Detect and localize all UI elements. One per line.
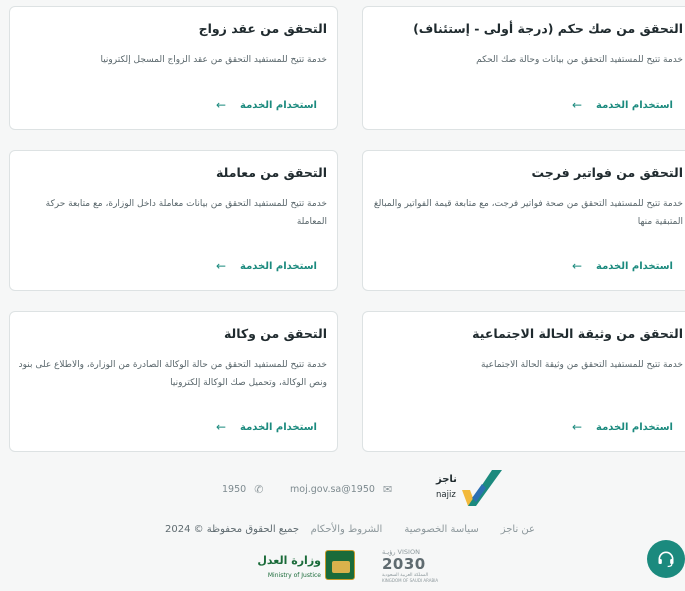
email-text: 1950@moj.gov.sa bbox=[290, 484, 375, 495]
service-card-transaction bbox=[9, 150, 338, 291]
card-title: التحقق من وثيقة الحالة الاجتماعية bbox=[472, 326, 683, 341]
card-description: خدمة تتيح للمستفيد التحقق من صحة فواتير فرجت، مع متابعة قيمة الفواتير والمبالغ المتبقية منها bbox=[373, 199, 683, 227]
ministry-of-justice-logo bbox=[257, 548, 357, 586]
vision-country-en: KINGDOM OF SAUDI ARABIA bbox=[382, 578, 439, 583]
moj-emblem-icon bbox=[325, 550, 355, 580]
phone-text: 1950 bbox=[222, 484, 247, 495]
moj-name-ar: وزارة العدل bbox=[257, 554, 321, 567]
arrow-left-icon: ← bbox=[571, 259, 582, 273]
arrow-left-icon: ← bbox=[215, 259, 226, 273]
card-title: التحقق من فواتير فرجت bbox=[531, 165, 683, 180]
footer-link-privacy[interactable]: سياسة الخصوصية bbox=[404, 524, 479, 535]
logo-text-en: najiz bbox=[436, 490, 456, 500]
support-chat-button[interactable] bbox=[647, 540, 685, 578]
service-card-social-status bbox=[362, 311, 685, 452]
footer-link-terms[interactable]: الشروط والأحكام bbox=[310, 524, 383, 535]
vision-country-ar: المملكة العربية السعودية bbox=[382, 573, 429, 578]
footer-phone[interactable] bbox=[222, 483, 263, 496]
arrow-left-icon: ← bbox=[215, 420, 226, 434]
use-service-label: استخدام الخدمة bbox=[240, 260, 317, 272]
arrow-left-icon: ← bbox=[215, 98, 226, 112]
card-title: التحقق من صك حكم (درجة أولى - إستئناف) bbox=[413, 21, 683, 36]
service-card-farajat-invoices bbox=[362, 150, 685, 291]
vision-year: 2030 bbox=[382, 555, 426, 573]
email-icon: ✉ bbox=[382, 483, 393, 496]
arrow-left-icon: ← bbox=[571, 420, 582, 434]
use-service-link[interactable] bbox=[572, 420, 673, 434]
vision-label: VISION رؤيـة bbox=[382, 548, 420, 556]
logo-text-ar: ناجز bbox=[436, 474, 457, 485]
service-card-power-of-attorney bbox=[9, 311, 338, 452]
use-service-link[interactable] bbox=[572, 98, 673, 112]
use-service-link[interactable] bbox=[216, 259, 317, 273]
use-service-link[interactable] bbox=[216, 420, 317, 434]
card-title: التحقق من عقد زواج bbox=[198, 21, 327, 36]
footer-links bbox=[311, 524, 535, 535]
card-description: خدمة تتيح للمستفيد التحقق من وثيقة الحالة الاجتماعية bbox=[481, 360, 683, 370]
footer-link-about[interactable]: عن ناجز bbox=[500, 524, 535, 535]
vision-2030-logo bbox=[380, 548, 439, 584]
use-service-label: استخدام الخدمة bbox=[596, 260, 673, 272]
card-title: التحقق من معاملة bbox=[216, 165, 327, 180]
use-service-link[interactable] bbox=[216, 98, 317, 112]
use-service-label: استخدام الخدمة bbox=[240, 421, 317, 433]
najiz-logo[interactable] bbox=[432, 468, 504, 508]
copyright-text: جميع الحقوق محفوظة © 2024 bbox=[165, 524, 300, 535]
service-card-marriage-contract bbox=[9, 6, 338, 130]
headset-icon bbox=[656, 549, 676, 569]
moj-name-en: Ministry of Justice bbox=[267, 572, 321, 579]
footer-email[interactable] bbox=[290, 483, 392, 496]
card-title: التحقق من وكالة bbox=[223, 326, 327, 341]
use-service-label: استخدام الخدمة bbox=[240, 99, 317, 111]
use-service-link[interactable] bbox=[572, 259, 673, 273]
card-description: خدمة تتيح للمستفيد التحقق من عقد الزواج المسجل إلكترونيا bbox=[100, 55, 327, 65]
card-description: خدمة تتيح للمستفيد التحقق من بيانات وحالة صك الحكم bbox=[476, 55, 683, 65]
use-service-label: استخدام الخدمة bbox=[596, 99, 673, 111]
arrow-left-icon: ← bbox=[571, 98, 582, 112]
use-service-label: استخدام الخدمة bbox=[596, 421, 673, 433]
phone-icon: ✆ bbox=[254, 483, 264, 496]
service-card-judgment-deed bbox=[362, 6, 685, 130]
card-description: خدمة تتيح للمستفيد التحقق من بيانات معاملة داخل الوزارة، مع متابعة حركة المعاملة bbox=[45, 199, 327, 227]
card-description: خدمة تتيح للمستفيد التحقق من حالة الوكالة الصادرة من الوزارة، والاطلاع على بنود ونص الوكالة، وتحميل صك الوكالة إلكترونيا bbox=[18, 360, 327, 388]
